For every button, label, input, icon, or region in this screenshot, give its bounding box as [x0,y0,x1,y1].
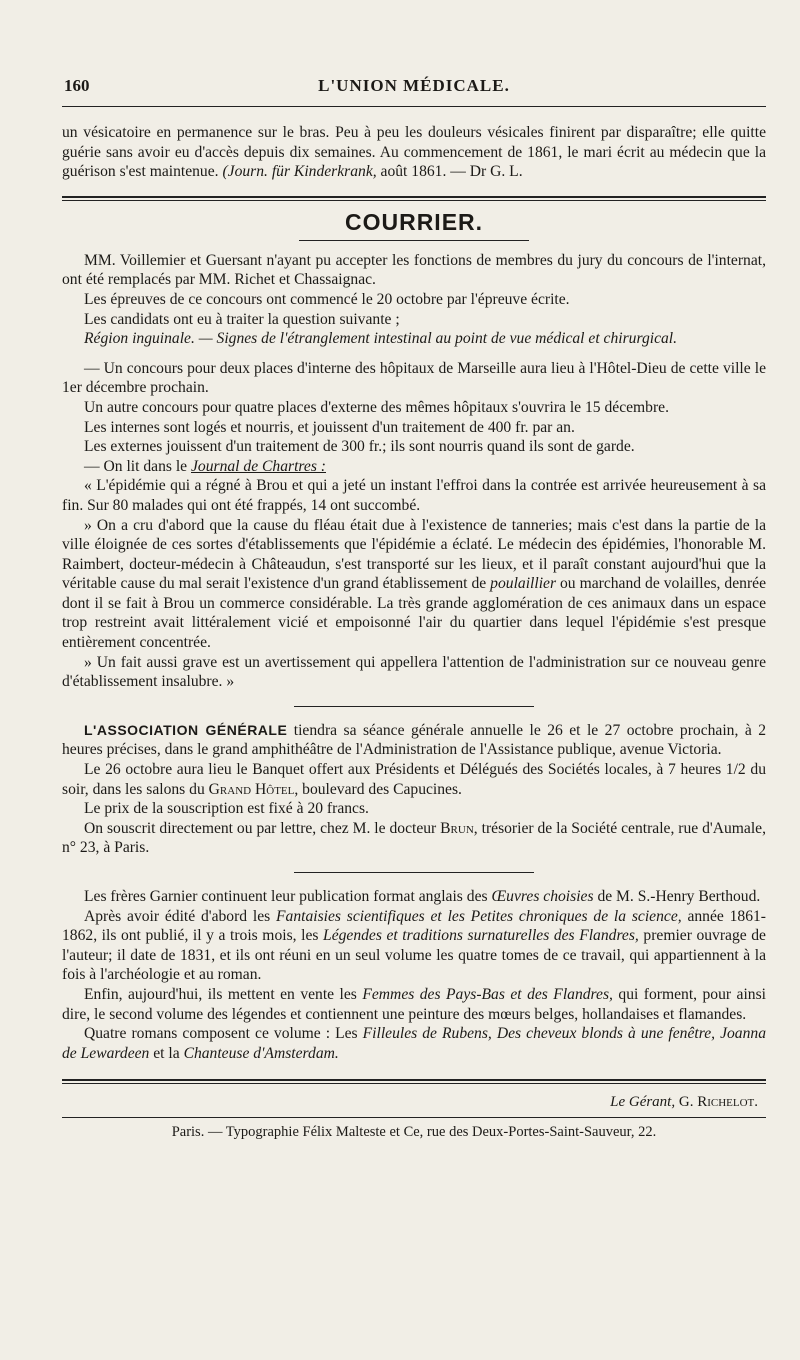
journal-name: Journal de Chartres : [191,457,326,475]
paragraph: Après avoir édité d'abord les Fantaisies scientifiques et les Petites chroniques de la science, année 1861-1862, ils ont publié, il y a trois mois, les Légendes et traditions surnaturelles des Flandres, premier ouvrage de l'auteur; il date de 1831, et ils ont réuni en un seul volume les quatre tomes de ce travail, qui appartiennent à la fois à l'archéologie et au roman. [62,907,766,984]
paragraph: Les candidats ont eu à traiter la question suivante ; [84,310,400,328]
quote-paragraph: « L'épidémie qui a régné à Brou et qui a jeté un instant l'effroi dans la contrée est arrivée heureusement à sa fin. Sur 80 malades qui ont été frappés, 14 ont succombé. [62,477,766,514]
section-double-rule [62,196,766,201]
paragraph: L'ASSOCIATION GÉNÉRALE tiendra sa séance générale annuelle le 26 et le 27 octobre prochain, à 2 heures précises, dans le grand amphithéâtre de l'Administration de l'Assistance publique, avenue Victoria. [62,721,766,759]
section-rule [294,706,534,707]
intro-source: (Journ. für Kinderkrank, [222,163,377,181]
paragraph: Le prix de la souscription est fixé à 20 francs. [84,800,369,818]
paragraph: MM. Voillemier et Guersant n'ayant pu accepter les fonctions de membres du jury du concours de l'internat, ont été remplacés par MM. Richet et Chassaignac. [62,251,766,289]
footer-double-rule [62,1079,766,1084]
section-title-courrier: COURRIER. [344,208,484,235]
paragraph: Les internes sont logés et nourris, et jouissent d'un traitement de 400 fr. par an. [84,418,575,436]
association-section [62,721,766,858]
exam-question: Région inguinale. — Signes de l'étranglement intestinal au point de vue médical et chirurgical. [84,330,678,348]
footer-rule [62,1117,766,1118]
quote-paragraph: » On a cru d'abord que la cause du fléau était due à l'existence de tanneries; mais c'est dans la partie de la ville éloignée de ces sortes d'établissements que l'épidémie a éclaté. Le médecin des épidémies, l'honorable M. Raimbert, docteur-médecin à Châteaudun, s'est transporté sur les lieux, et il paraît constant aujourd'hui que la véritable cause du mal serait l'existence d'un grand établissement de poulaillier ou marchand de volailles, denrée dont il se fait à Brou un commerce considérable. La très grande agglomération de ces animaux dans un espace trop restreint avait littéralement vicié et empoisonné l'air du quartier dans lequel l'épidémie s'est presque entièrement concentrée. [62,516,766,652]
garnier-section [62,887,766,1063]
printer-line: Paris. — Typographie Félix Malteste et Ce, rue des Deux-Portes-Saint-Sauveur, 22. [171,1124,657,1141]
paragraph: Le 26 octobre aura lieu le Banquet offert aux Présidents et Délégués des Sociétés locales, à 7 heures 1/2 du soir, dans les salons du Grand Hôtel, boulevard des Capucines. [62,761,766,798]
paragraph: Les épreuves de ce concours ont commencé le 20 octobre par l'épreuve écrite. [84,290,570,308]
document-page [62,72,766,1141]
paragraph: Les frères Garnier continuent leur publication format anglais des Œuvres choisies de M. S.-Henry Berthoud. [84,888,761,905]
paragraph: On souscrit directement ou par lettre, chez M. le docteur Brun, trésorier de la Société centrale, rue d'Aumale, n° 23, à Paris. [62,819,766,857]
paragraph: Enfin, aujourd'hui, ils mettent en vente les Femmes des Pays-Bas et des Flandres, qui forment, pour ainsi dire, le second volume des légendes et contiennent une peinture des mœurs belges, hollandaises et flamandes. [62,985,766,1023]
paragraph: — Un concours pour deux places d'interne des hôpitaux de Marseille aura lieu à l'Hôtel-Dieu de cette ville le 1er décembre prochain. [62,359,766,397]
paragraph: Un autre concours pour quatre places d'externe des mêmes hôpitaux s'ouvrira le 15 décembre. [84,398,669,416]
courrier-section [62,251,766,692]
section-rule [294,872,534,873]
intro-paragraph: un vésicatoire en permanence sur le bras. Peu à peu les douleurs vésicales finirent par disparaître; elle quitte guérie sans avoir eu d'accès depuis dix semaines. Au commencement de 1861, le mari écrit au médecin que la guérison s'est maintenue. (Journ. für Kinderkrank, août 1861. — Dr G. L. [62,124,766,181]
paragraph: Quatre romans composent ce volume : Les Filleules de Rubens, Des cheveux blonds à une fenêtre, Joanna de Lewardeen et la Chanteuse d'Amsterdam. [62,1025,766,1062]
gerant-signature: Le Gérant, G. Richelot. [610,1094,758,1111]
running-title: L'UNION MÉDICALE. [318,76,510,95]
page-number: 160 [64,76,90,95]
association-lead: L'ASSOCIATION GÉNÉRALE [84,721,288,738]
intro-section [62,123,766,182]
header-rule [62,106,766,107]
page-header [62,72,766,102]
quote-paragraph: » Un fait aussi grave est un avertissement qui appellera l'attention de l'administration sur ce nouveau genre d'établissement insalubre. » [62,653,766,691]
paragraph: Les externes jouissent d'un traitement de 300 fr.; ils sont nourris quand ils sont de garde. [84,438,635,456]
paragraph: — On lit dans le Journal de Chartres : [84,457,326,475]
title-rule [299,240,529,241]
intro-date-signature: août 1861. — Dr G. L. [380,163,523,181]
